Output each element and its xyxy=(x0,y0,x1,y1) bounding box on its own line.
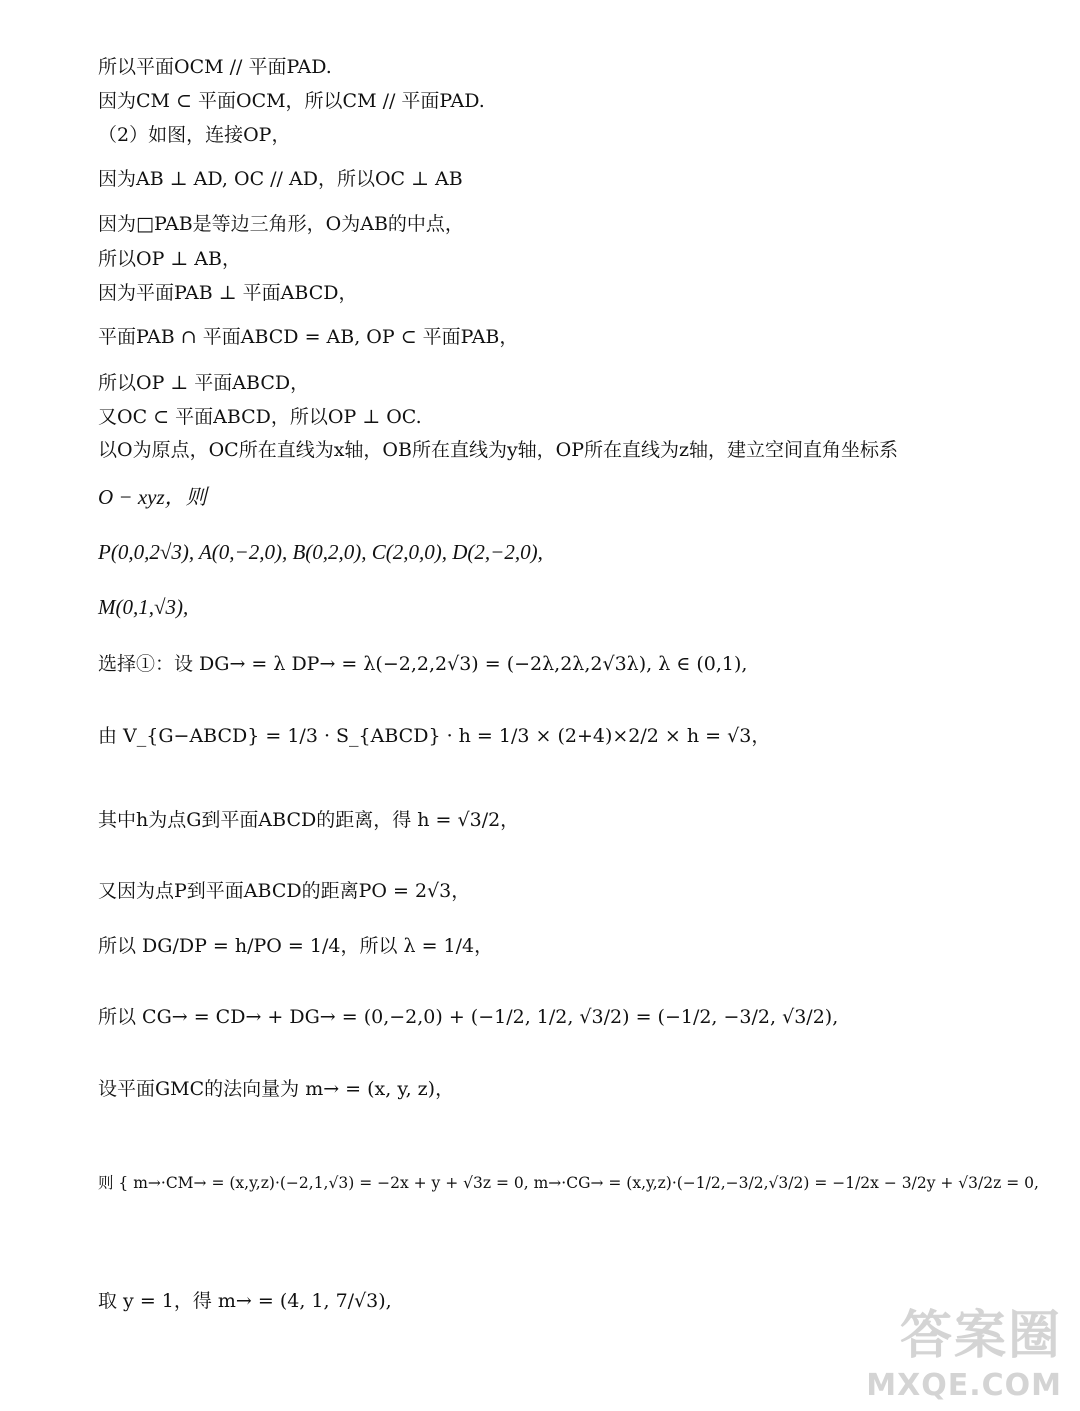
watermark-logo xyxy=(866,1293,1062,1403)
text-line-9: 所以OP ⊥ 平面ABCD， xyxy=(98,372,310,394)
text-line-2: 因为CM ⊂ 平面OCM，所以CM // 平面PAD. xyxy=(98,90,485,112)
text-line-6: 所以OP ⊥ AB， xyxy=(98,248,241,270)
text-line-4: 因为AB ⊥ AD, OC // AD，所以OC ⊥ AB xyxy=(98,168,463,190)
text-line-11: 以O为原点，OC所在直线为x轴，OB所在直线为y轴，OP所在直线为z轴，建立空间直角坐标系 xyxy=(98,439,899,461)
text-line-8: 平面PAB ∩ 平面ABCD = AB, OP ⊂ 平面PAB， xyxy=(98,326,519,348)
normal-vector-line: 设平面GMC的法向量为 m→ = (x, y, z)， xyxy=(98,1078,455,1100)
coordinates-line-2: M(0,1,√3), xyxy=(98,595,189,619)
text-line-10: 又OC ⊂ 平面ABCD，所以OP ⊥ OC. xyxy=(98,406,422,428)
text-line-5: 因为□PAB是等边三角形，O为AB的中点， xyxy=(98,213,464,235)
volume-equation: 由 V_{G−ABCD} = 1/3 · S_{ABCD} · h = 1/3 × (2+4)×2/2 × h = √3， xyxy=(98,725,771,747)
choice-line: 选择①：设 DG→ = λ DP→ = λ(−2,2,2√3) = (−2λ,2λ,2√3λ), λ ∈ (0,1), xyxy=(98,653,748,675)
text-line-1: 所以平面OCM // 平面PAD. xyxy=(98,56,332,78)
result-line: 取 y = 1，得 m→ = (4, 1, 7/√3), xyxy=(98,1290,392,1312)
watermark-text: 答案圈 xyxy=(899,1306,1062,1366)
coordinates-line-1: P(0,0,2√3), A(0,−2,0), B(0,2,0), C(2,0,0), D(2,−2,0), xyxy=(98,540,543,564)
text-line-12: O − xyz，则 xyxy=(98,485,207,509)
text-line-3: （2）如图，连接OP， xyxy=(98,124,291,146)
equation-system: 则 { m→·CM→ = (x,y,z)·(−2,1,√3) = −2x + y + √3z = 0, m→·CG→ = (x,y,z)·(−1/2,−3/2,√3/2) = −1/2x − 3/2y + √3/2z = 0, xyxy=(98,1174,1039,1192)
height-line: 其中h为点G到平面ABCD的距离，得 h = √3/2， xyxy=(98,809,520,831)
text-line-7: 因为平面PAB ⊥ 平面ABCD， xyxy=(98,282,358,304)
ratio-line: 所以 DG/DP = h/PO = 1/4，所以 λ = 1/4， xyxy=(98,935,494,957)
vector-cg-line: 所以 CG→ = CD→ + DG→ = (0,−2,0) + (−1/2, 1/2, √3/2) = (−1/2, −3/2, √3/2), xyxy=(98,1006,839,1028)
watermark-site: MXQE.COM xyxy=(866,1368,1062,1403)
distance-line: 又因为点P到平面ABCD的距离PO = 2√3， xyxy=(98,880,471,902)
